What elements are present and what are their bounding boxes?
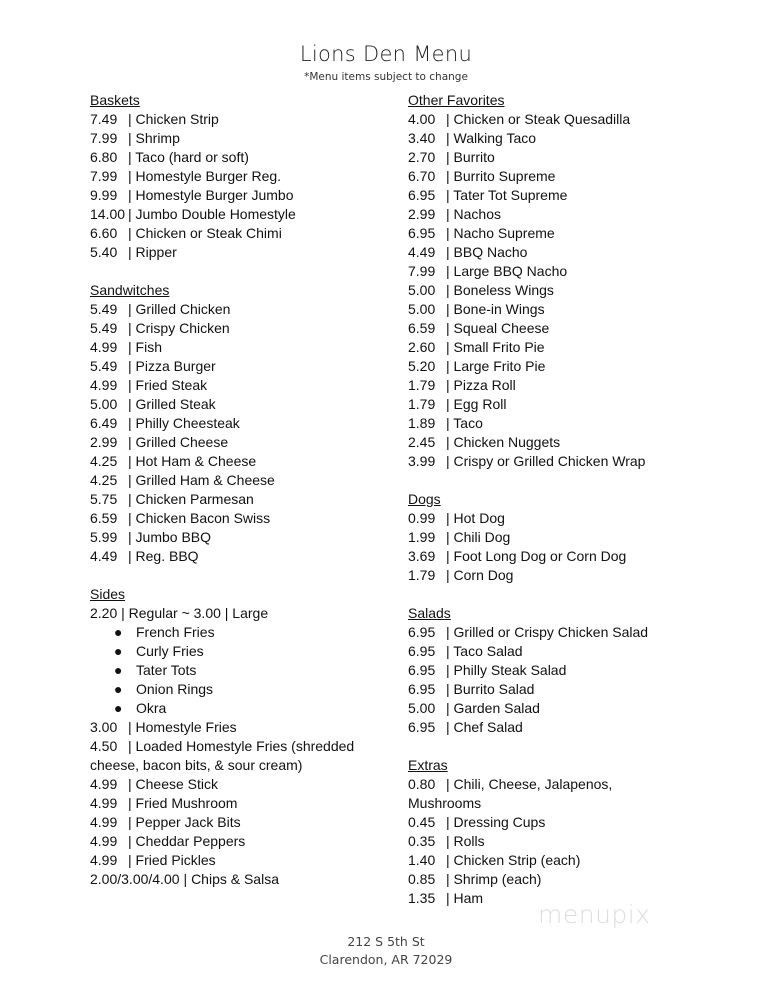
- item-name: Chili, Cheese, Jalapenos,: [453, 776, 613, 792]
- menu-item: [90, 319, 390, 338]
- item-price: 4.99: [90, 852, 118, 868]
- separator: |: [446, 130, 454, 146]
- separator: |: [446, 681, 454, 697]
- item-price: 6.95: [408, 624, 436, 640]
- separator: |: [446, 244, 454, 260]
- item-price: 2.70: [408, 149, 436, 165]
- item-name: Cheese Stick: [135, 776, 219, 792]
- item-price: 2.99: [408, 206, 436, 222]
- item-name: Chicken Parmesan: [135, 491, 254, 507]
- separator: |: [128, 244, 136, 260]
- item-price: 7.99: [90, 168, 118, 184]
- item-name-continued: Mushrooms: [408, 795, 482, 811]
- item-name: Burrito: [453, 149, 495, 165]
- section-heading: Salads: [408, 605, 451, 621]
- item-name: Cheddar Peppers: [135, 833, 246, 849]
- item-price: 6.95: [408, 681, 436, 697]
- item-name: Jumbo Double Homestyle: [135, 206, 296, 222]
- item-price: 6.59: [90, 510, 118, 526]
- item-name: Pizza Roll: [453, 377, 516, 393]
- item-price: 14.00: [90, 206, 126, 222]
- item-price: 7.99: [90, 130, 118, 146]
- item-price: 4.99: [90, 814, 118, 830]
- menu-item: [90, 547, 390, 566]
- item-price: 5.20: [408, 358, 436, 374]
- menu-item: [408, 642, 708, 661]
- item-name: Chef Salad: [453, 719, 523, 735]
- separator: |: [446, 320, 454, 336]
- item-name: Dressing Cups: [453, 814, 546, 830]
- item-price: 5.00: [90, 396, 118, 412]
- separator: |: [128, 358, 136, 374]
- separator: |: [446, 700, 454, 716]
- section-spacer: [408, 585, 708, 604]
- menu-item: [408, 547, 708, 566]
- section-heading: Sandwitches: [90, 282, 170, 298]
- menu-bullet-item: [90, 680, 390, 699]
- menu-item: [408, 129, 708, 148]
- item-name: Curly Fries: [136, 643, 204, 659]
- item-name: Fried Mushroom: [135, 795, 238, 811]
- menu-item: [90, 395, 390, 414]
- menu-bullet-item: [90, 623, 390, 642]
- separator: |: [446, 415, 454, 431]
- separator: |: [446, 168, 454, 184]
- separator: |: [128, 206, 136, 222]
- menu-item: [408, 224, 708, 243]
- menu-item: [408, 699, 708, 718]
- menu-item: [408, 528, 708, 547]
- menu-item: [90, 110, 390, 129]
- item-price: 0.80: [408, 776, 436, 792]
- section-spacer: [90, 566, 390, 585]
- item-name: Hot Ham & Cheese: [135, 453, 257, 469]
- separator: |: [128, 130, 136, 146]
- item-name: Bone-in Wings: [453, 301, 545, 317]
- item-price: 4.50: [90, 738, 118, 754]
- section-heading: Baskets: [90, 92, 140, 108]
- section-spacer: [408, 737, 708, 756]
- item-name: Squeal Cheese: [453, 320, 550, 336]
- separator: |: [128, 111, 136, 127]
- bullet-icon: ●: [114, 643, 123, 659]
- left-column: [90, 91, 390, 889]
- separator: |: [446, 263, 454, 279]
- item-name: Grilled or Crispy Chicken Salad: [453, 624, 649, 640]
- item-name: Homestyle Fries: [135, 719, 237, 735]
- separator: |: [446, 833, 454, 849]
- item-price: 5.49: [90, 358, 118, 374]
- menu-item: [408, 167, 708, 186]
- menu-item: [90, 129, 390, 148]
- item-name: Homestyle Burger Reg.: [135, 168, 282, 184]
- item-name: Nachos: [453, 206, 501, 222]
- right-column: [408, 91, 708, 908]
- menu-item: [90, 452, 390, 471]
- item-name: Ripper: [135, 244, 177, 260]
- item-name: Reg. BBQ: [135, 548, 199, 564]
- item-price: 6.49: [90, 415, 118, 431]
- item-name: Large Frito Pie: [453, 358, 546, 374]
- separator: |: [128, 225, 136, 241]
- separator: |: [446, 149, 454, 165]
- section-heading: Dogs: [408, 491, 441, 507]
- separator: |: [446, 510, 454, 526]
- item-name: Philly Steak Salad: [453, 662, 567, 678]
- item-price: 4.25: [90, 453, 118, 469]
- section-heading: Extras: [408, 757, 448, 773]
- separator: |: [128, 149, 136, 165]
- separator: |: [128, 833, 136, 849]
- menu-item: [408, 832, 708, 851]
- separator: |: [128, 168, 136, 184]
- item-name: Corn Dog: [453, 567, 514, 583]
- menu-item: [408, 775, 708, 794]
- menu-item: [90, 205, 390, 224]
- item-name: Chicken Bacon Swiss: [135, 510, 271, 526]
- separator: |: [128, 795, 136, 811]
- menu-item: [408, 395, 708, 414]
- item-name: Burrito Salad: [453, 681, 535, 697]
- item-price: 3.00: [90, 719, 118, 735]
- menu-item: [408, 243, 708, 262]
- menu-item: [408, 376, 708, 395]
- item-price: 5.49: [90, 320, 118, 336]
- item-price: 1.99: [408, 529, 436, 545]
- item-name: Fried Steak: [135, 377, 208, 393]
- item-name: Okra: [136, 700, 167, 716]
- menu-subtitle: *Menu items subject to change: [304, 71, 468, 83]
- section-spacer: [408, 471, 708, 490]
- menu-item: [90, 300, 390, 319]
- separator: |: [128, 529, 136, 545]
- item-price: 6.95: [408, 662, 436, 678]
- menu-item: [408, 414, 708, 433]
- menu-item: [90, 243, 390, 262]
- item-name: Garden Salad: [453, 700, 540, 716]
- menu-item: [90, 167, 390, 186]
- item-price: 6.80: [90, 149, 118, 165]
- item-price: 1.79: [408, 396, 436, 412]
- separator: |: [446, 377, 454, 393]
- item-name: Egg Roll: [453, 396, 507, 412]
- item-name: Philly Cheesteak: [135, 415, 240, 431]
- item-price: 4.99: [90, 776, 118, 792]
- item-name: Chicken or Steak Quesadilla: [453, 111, 631, 127]
- menu-item: [90, 737, 390, 756]
- item-price: 3.69: [408, 548, 436, 564]
- item-name: Grilled Cheese: [135, 434, 229, 450]
- item-name: Pepper Jack Bits: [135, 814, 241, 830]
- bullet-icon: ●: [114, 700, 123, 716]
- menu-item: [90, 357, 390, 376]
- menu-item: [90, 471, 390, 490]
- watermark-logo: menupix: [538, 900, 651, 929]
- item-name: Ham: [453, 890, 484, 906]
- separator: |: [446, 890, 454, 906]
- menu-item: [408, 870, 708, 889]
- item-price: 5.00: [408, 700, 436, 716]
- item-name: Grilled Steak: [135, 396, 216, 412]
- separator: |: [128, 510, 136, 526]
- separator: |: [128, 187, 136, 203]
- menu-item: [90, 490, 390, 509]
- item-price: 0.99: [408, 510, 436, 526]
- item-name: Chicken Nuggets: [453, 434, 561, 450]
- item-name: French Fries: [136, 624, 215, 640]
- item-price: 6.70: [408, 168, 436, 184]
- item-price: 4.49: [90, 548, 118, 564]
- bullet-icon: ●: [114, 662, 123, 678]
- item-name: BBQ Nacho: [453, 244, 528, 260]
- item-price: 2.99: [90, 434, 118, 450]
- separator: |: [446, 852, 454, 868]
- separator: |: [446, 624, 454, 640]
- menu-item: [90, 376, 390, 395]
- item-price: 7.99: [408, 263, 436, 279]
- menu-item: [90, 414, 390, 433]
- section-heading: Sides: [90, 586, 126, 602]
- separator: |: [183, 871, 192, 887]
- section-spacer: [90, 262, 390, 281]
- item-name: Fried Pickles: [135, 852, 216, 868]
- menu-item: [90, 813, 390, 832]
- item-price: 1.35: [408, 890, 436, 906]
- separator: |: [128, 814, 136, 830]
- item-price: 4.99: [90, 377, 118, 393]
- separator: |: [128, 548, 136, 564]
- menu-item: [408, 813, 708, 832]
- menu-item: [90, 851, 390, 870]
- item-name: Crispy or Grilled Chicken Wrap: [453, 453, 646, 469]
- menu-item: [408, 357, 708, 376]
- item-price: 0.45: [408, 814, 436, 830]
- separator: |: [446, 187, 454, 203]
- separator: |: [446, 548, 454, 564]
- item-name: Taco Salad: [453, 643, 523, 659]
- item-name-continued: cheese, bacon bits, & sour cream): [90, 757, 303, 773]
- menu-item: [90, 433, 390, 452]
- item-price: 4.00: [408, 111, 436, 127]
- menu-item: [90, 528, 390, 547]
- separator: |: [446, 358, 454, 374]
- item-price: 1.79: [408, 567, 436, 583]
- item-name: Rolls: [453, 833, 485, 849]
- item-price: 5.00: [408, 301, 436, 317]
- menu-item: [408, 110, 708, 129]
- menu-item: [408, 338, 708, 357]
- separator: |: [128, 852, 136, 868]
- separator: |: [128, 472, 136, 488]
- menu-item: [408, 718, 708, 737]
- section-heading: Other Favorites: [408, 92, 505, 108]
- item-price: 2.60: [408, 339, 436, 355]
- item-name: Fish: [135, 339, 162, 355]
- item-price: 4.99: [90, 795, 118, 811]
- item-price: 6.95: [408, 643, 436, 659]
- separator: |: [446, 453, 454, 469]
- item-price: 0.35: [408, 833, 436, 849]
- item-name: Chili Dog: [453, 529, 511, 545]
- item-name: Burrito Supreme: [453, 168, 556, 184]
- item-price: 6.59: [408, 320, 436, 336]
- separator: |: [446, 301, 454, 317]
- item-price: 4.99: [90, 339, 118, 355]
- item-price: 6.95: [408, 719, 436, 735]
- separator: |: [128, 719, 136, 735]
- item-name: Foot Long Dog or Corn Dog: [453, 548, 627, 564]
- menu-item: [90, 832, 390, 851]
- separator: |: [446, 529, 454, 545]
- menu-bullet-item: [90, 642, 390, 661]
- menu-item: [90, 148, 390, 167]
- separator: |: [128, 738, 136, 754]
- item-price: 4.99: [90, 833, 118, 849]
- item-name: Loaded Homestyle Fries (shredded: [135, 738, 355, 754]
- separator: |: [446, 719, 454, 735]
- item-price: 5.75: [90, 491, 118, 507]
- item-price: 1.89: [408, 415, 436, 431]
- item-price: 4.25: [90, 472, 118, 488]
- item-name: Chicken Strip: [135, 111, 219, 127]
- item-name: Tater Tot Supreme: [453, 187, 568, 203]
- item-name: Onion Rings: [136, 681, 214, 697]
- menu-item: [408, 680, 708, 699]
- separator: |: [446, 643, 454, 659]
- menu-item: [90, 338, 390, 357]
- item-name: Jumbo BBQ: [135, 529, 212, 545]
- menu-item: [90, 775, 390, 794]
- item-name: Grilled Ham & Cheese: [135, 472, 275, 488]
- item-price: 3.40: [408, 130, 436, 146]
- separator: |: [446, 282, 454, 298]
- separator: |: [446, 776, 454, 792]
- menu-title: Lions Den Menu: [299, 42, 473, 66]
- separator: |: [128, 415, 136, 431]
- separator: |: [446, 339, 454, 355]
- item-name: Chips & Salsa: [191, 871, 279, 887]
- menu-bullet-item: [90, 661, 390, 680]
- menu-item: [90, 718, 390, 737]
- bullet-icon: ●: [114, 624, 123, 640]
- item-price: 5.49: [90, 301, 118, 317]
- menu-item: [408, 509, 708, 528]
- separator: |: [128, 776, 136, 792]
- item-price: 6.95: [408, 225, 436, 241]
- item-name: Shrimp: [135, 130, 180, 146]
- menu-item: [408, 205, 708, 224]
- separator: |: [128, 377, 136, 393]
- item-price: 4.49: [408, 244, 436, 260]
- item-name: Crispy Chicken: [135, 320, 230, 336]
- item-name: Tater Tots: [136, 662, 197, 678]
- menu-bullet-item: [90, 699, 390, 718]
- item-name: Pizza Burger: [135, 358, 216, 374]
- separator: |: [446, 662, 454, 678]
- item-price: 2.00/3.00/4.00: [90, 871, 180, 887]
- separator: |: [446, 111, 454, 127]
- item-price: 1.40: [408, 852, 436, 868]
- address-street: 212 S 5th St: [347, 934, 425, 949]
- menu-item: [90, 794, 390, 813]
- menu-item: [90, 186, 390, 205]
- item-price: 5.99: [90, 529, 118, 545]
- separator: |: [128, 434, 136, 450]
- item-name: Nacho Supreme: [453, 225, 555, 241]
- item-name: Taco: [453, 415, 483, 431]
- separator: |: [446, 434, 454, 450]
- item-price: 3.99: [408, 453, 436, 469]
- separator: |: [446, 567, 454, 583]
- menu-item: [408, 148, 708, 167]
- separator: |: [128, 396, 136, 412]
- item-name: Taco (hard or soft): [135, 149, 249, 165]
- separator: |: [128, 320, 136, 336]
- item-name: Shrimp (each): [453, 871, 542, 887]
- item-price: 2.45: [408, 434, 436, 450]
- menu-item: [408, 281, 708, 300]
- separator: |: [128, 339, 136, 355]
- separator: |: [446, 396, 454, 412]
- menu-item: [408, 262, 708, 281]
- item-price: 0.85: [408, 871, 436, 887]
- menu-note: 2.20 | Regular ~ 3.00 | Large: [90, 605, 269, 621]
- item-name: Grilled Chicken: [135, 301, 231, 317]
- item-name: Hot Dog: [453, 510, 505, 526]
- menu-item: [408, 851, 708, 870]
- menu-item: [90, 870, 390, 889]
- item-price: 1.79: [408, 377, 436, 393]
- menu-item: [408, 319, 708, 338]
- item-name: Chicken or Steak Chimi: [135, 225, 282, 241]
- separator: |: [446, 814, 454, 830]
- menu-item: [408, 433, 708, 452]
- menu-item: [408, 452, 708, 471]
- separator: |: [446, 206, 454, 222]
- menu-item: [408, 661, 708, 680]
- separator: |: [128, 453, 136, 469]
- bullet-icon: ●: [114, 681, 123, 697]
- menu-item: [408, 186, 708, 205]
- menu-item: [90, 224, 390, 243]
- menu-item: [408, 623, 708, 642]
- separator: |: [446, 871, 454, 887]
- address-city: Clarendon, AR 72029: [319, 952, 453, 967]
- item-price: 6.60: [90, 225, 118, 241]
- menu-item: [408, 566, 708, 585]
- item-price: 6.95: [408, 187, 436, 203]
- item-name: Walking Taco: [453, 130, 537, 146]
- menu-item: [408, 300, 708, 319]
- separator: |: [446, 225, 454, 241]
- item-name: Boneless Wings: [453, 282, 554, 298]
- item-price: 5.40: [90, 244, 118, 260]
- separator: |: [128, 301, 136, 317]
- item-name: Large BBQ Nacho: [453, 263, 568, 279]
- separator: |: [128, 491, 136, 507]
- item-price: 5.00: [408, 282, 436, 298]
- item-name: Small Frito Pie: [453, 339, 545, 355]
- menu-item: [90, 509, 390, 528]
- item-name: Chicken Strip (each): [453, 852, 581, 868]
- item-price: 7.49: [90, 111, 118, 127]
- item-name: Homestyle Burger Jumbo: [135, 187, 294, 203]
- item-price: 9.99: [90, 187, 118, 203]
